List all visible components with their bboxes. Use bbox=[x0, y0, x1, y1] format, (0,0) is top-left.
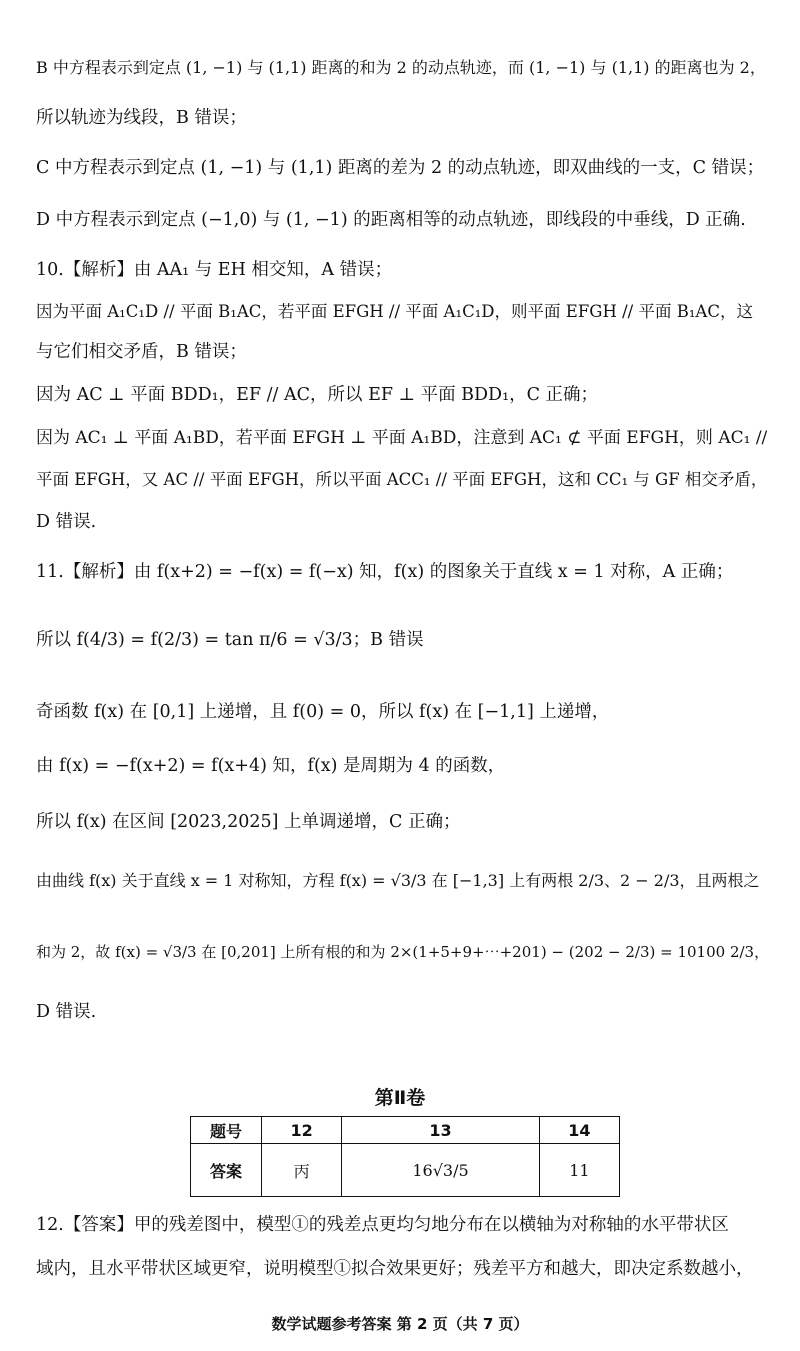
header-label-cell: 题号 bbox=[191, 1117, 262, 1144]
text-line: D 错误. bbox=[36, 1002, 97, 1022]
question-number-cell: 14 bbox=[539, 1117, 619, 1144]
text-line: D 中方程表示到定点 (−1,0) 与 (1, −1) 的距离相等的动点轨迹，即线段的中垂线，D 正确. bbox=[36, 210, 746, 230]
text-line: C 中方程表示到定点 (1, −1) 与 (1,1) 距离的差为 2 的动点轨迹，即双曲线的一支，C 错误； bbox=[36, 158, 765, 178]
text-line: 奇函数 f(x) 在 [0,1] 上递增，且 f(0) = 0，所以 f(x) 在 [−1,1] 上递增， bbox=[36, 702, 610, 722]
answer-cell: 11 bbox=[539, 1144, 619, 1197]
text-line: 由曲线 f(x) 关于直线 x = 1 对称知，方程 f(x) = √3/3 在 [−1,3] 上有两根 2/3、2 − 2/3，且两根之 bbox=[36, 871, 760, 890]
text-line: 因为平面 A₁C₁D // 平面 B₁AC，若平面 EFGH // 平面 A₁C₁D，则平面 EFGH // 平面 B₁AC，这 bbox=[36, 302, 753, 321]
text-line: B 中方程表示到定点 (1, −1) 与 (1,1) 距离的和为 2 的动点轨迹，而 (1, −1) 与 (1,1) 的距离也为 2， bbox=[36, 58, 766, 77]
text-line: 与它们相交矛盾，B 错误； bbox=[36, 342, 247, 362]
question-number-cell: 13 bbox=[342, 1117, 540, 1144]
answer-table bbox=[190, 1116, 620, 1197]
text-line: 平面 EFGH，又 AC // 平面 EFGH，所以平面 ACC₁ // 平面 EFGH，这和 CC₁ 与 GF 相交矛盾， bbox=[36, 470, 768, 489]
answer-table-header-row bbox=[191, 1117, 620, 1144]
text-line: 由 f(x) = −f(x+2) = f(x+4) 知，f(x) 是周期为 4 的函数， bbox=[36, 756, 506, 776]
text-line: 因为 AC ⊥ 平面 BDD₁，EF // AC，所以 EF ⊥ 平面 BDD₁，C 正确； bbox=[36, 385, 599, 405]
text-line: 因为 AC₁ ⊥ 平面 A₁BD，若平面 EFGH ⊥ 平面 A₁BD，注意到 AC₁ ⊄ 平面 EFGH，则 AC₁ // bbox=[36, 428, 768, 448]
question-number-cell: 12 bbox=[262, 1117, 342, 1144]
text-line: 所以 f(4/3) = f(2/3) = tan π/6 = √3/3；B 错误 bbox=[36, 630, 424, 650]
section-title: 第Ⅱ卷 bbox=[374, 1087, 426, 1109]
text-line: 所以轨迹为线段，B 错误； bbox=[36, 108, 247, 128]
text-line: 所以 f(x) 在区间 [2023,2025] 上单调递增，C 正确； bbox=[36, 812, 461, 832]
text-line: 11.【解析】由 f(x+2) = −f(x) = f(−x) 知，f(x) 的图象关于直线 x = 1 对称，A 正确； bbox=[36, 562, 734, 582]
text-line: D 错误. bbox=[36, 512, 97, 532]
text-line: 10.【解析】由 AA₁ 与 EH 相交知，A 错误； bbox=[36, 260, 393, 280]
text-line: 域内，且水平带状区域更窄，说明模型①拟合效果更好；残差平方和越大，即决定系数越小， bbox=[36, 1259, 754, 1279]
text-line: 12.【答案】甲的残差图中，模型①的残差点更均匀地分布在以横轴为对称轴的水平带状区 bbox=[36, 1215, 729, 1235]
answer-cell: 丙 bbox=[262, 1144, 342, 1197]
answer-cell: 16√3/5 bbox=[342, 1144, 540, 1197]
text-line: 和为 2，故 f(x) = √3/3 在 [0,201] 上所有根的和为 2×(1+5+9+⋯+201) − (202 − 2/3) = 10100 2/3， bbox=[36, 943, 770, 961]
answer-label-cell: 答案 bbox=[191, 1144, 262, 1197]
page-footer: 数学试题参考答案 第 2 页（共 7 页） bbox=[271, 1315, 529, 1333]
answer-table-answer-row bbox=[191, 1144, 620, 1197]
